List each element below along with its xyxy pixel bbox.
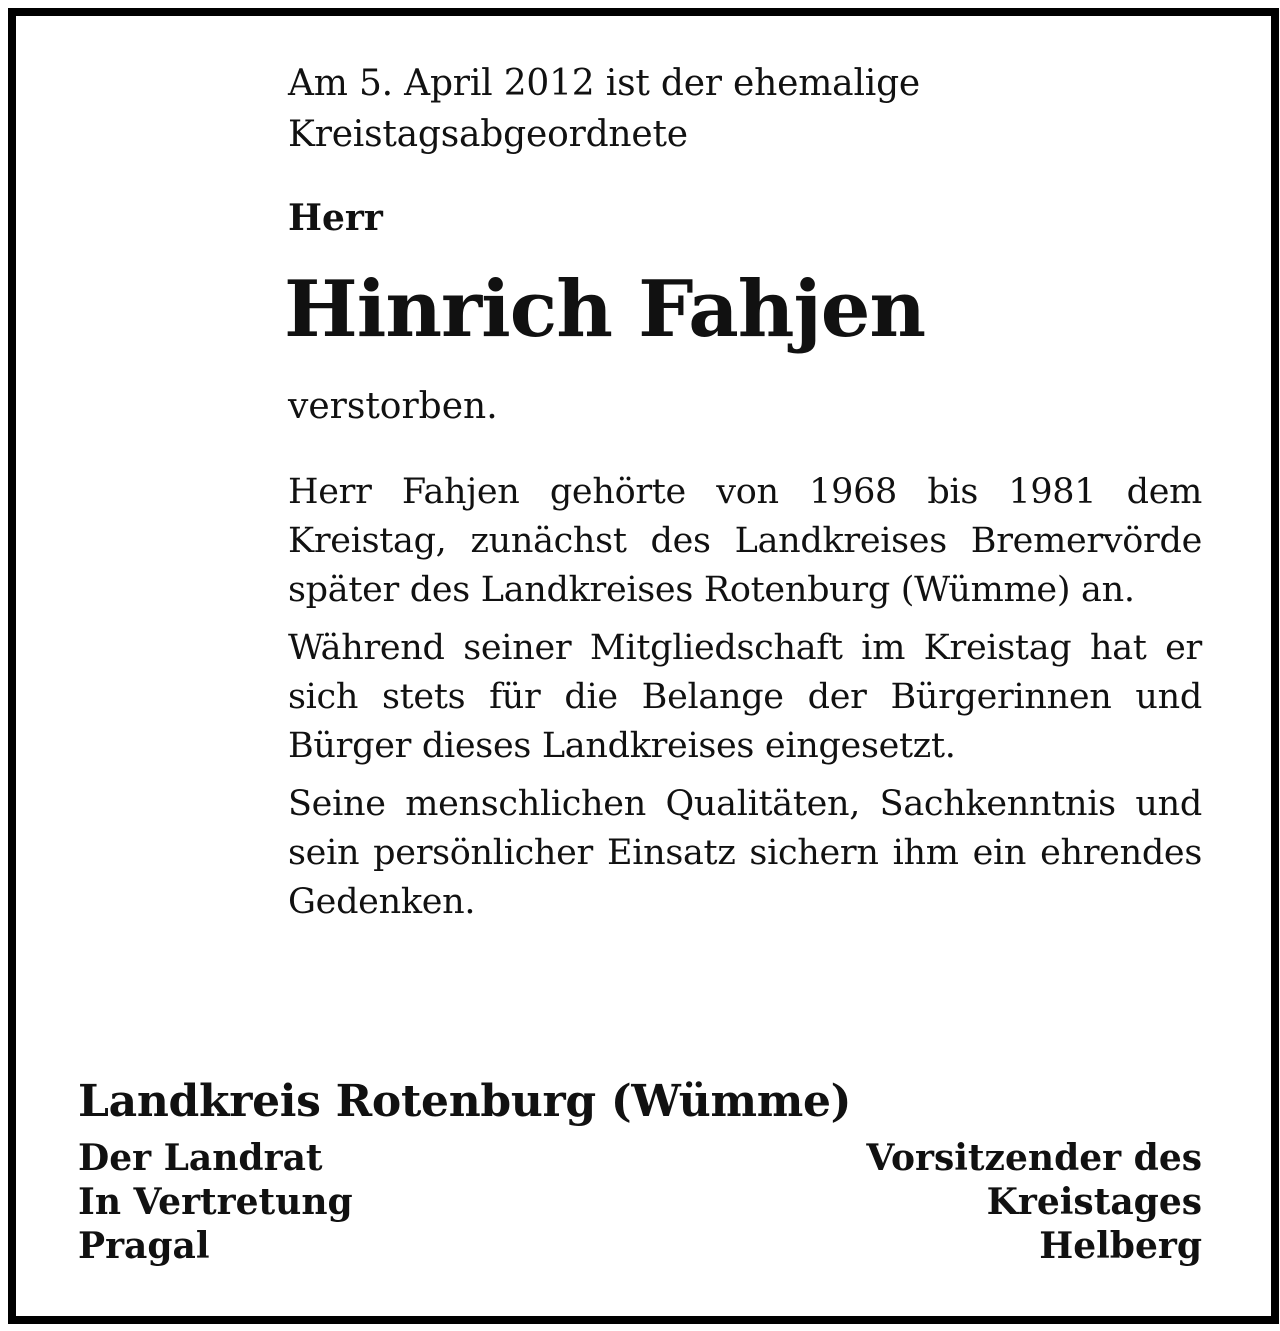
salutation: Herr: [288, 197, 383, 239]
signature-line: Pragal: [78, 1225, 210, 1267]
signature-line: Kreistages: [986, 1181, 1202, 1223]
signature-left: [78, 1136, 353, 1268]
intro-line: Am 5. April 2012 ist der ehemalige: [288, 63, 921, 104]
organization-name: Landkreis Rotenburg (Wümme): [78, 1076, 852, 1127]
signature-line: Der Landrat: [78, 1137, 323, 1179]
deceased-name: Hinrich Fahjen: [284, 264, 926, 355]
body-paragraph: Seine menschlichen Qualitäten, Sachkenntnis und sein persönlicher Einsatz sichern ihm ein ehrendes Gedenken.: [288, 784, 1202, 922]
notice-body: [288, 468, 1202, 936]
intro-text: [288, 58, 1208, 160]
signature-right: [866, 1136, 1202, 1268]
signature-line: In Vertretung: [78, 1181, 353, 1223]
intro-line: Kreistagsabgeordnete: [288, 114, 688, 155]
body-paragraph: Während seiner Mitgliedschaft im Kreistag hat er sich stets für die Belange der Bürgerinnen und Bürger dieses Landkreises eingesetzt.: [288, 628, 1202, 766]
signature-line: Helberg: [1039, 1225, 1202, 1267]
deceased-text: verstorben.: [288, 386, 498, 427]
body-paragraph: Herr Fahjen gehörte von 1968 bis 1981 dem Kreistag, zunächst des Landkreises Bremervörde später des Landkreises Rotenburg (Wümme) an.: [288, 472, 1202, 610]
signature-line: Vorsitzender des: [866, 1137, 1202, 1179]
